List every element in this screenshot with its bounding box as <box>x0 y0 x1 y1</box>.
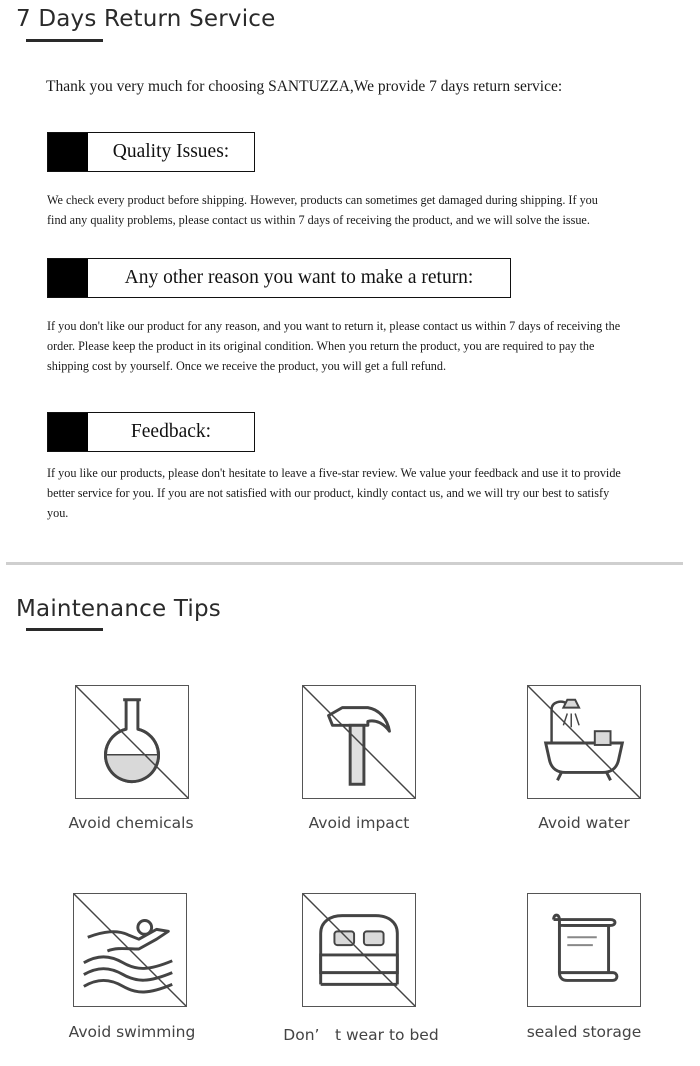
feedback-heading <box>47 412 255 452</box>
return-intro: Thank you very much for choosing SANTUZZA,We provide 7 days return service: <box>46 78 563 95</box>
scroll-icon <box>527 893 641 1007</box>
paragraph-line: find any quality problems, please contact us within 7 days of receiving the product, and we will solve the issue. <box>47 213 590 227</box>
bed-icon <box>302 893 416 1007</box>
bathtub-shower-icon <box>527 685 641 799</box>
return-section-title: 7 Days Return Service <box>16 6 276 32</box>
tip-label-chemicals: Avoid chemicals <box>68 814 194 832</box>
tip-label-swimming: Avoid swimming <box>68 1023 196 1041</box>
tip-label-impact: Avoid impact <box>308 814 410 832</box>
feedback-paragraph <box>47 463 667 523</box>
quality-issues-heading <box>47 132 255 172</box>
other-reason-paragraph <box>47 316 667 376</box>
tip-label-bed: Don’ t wear to bed <box>283 1026 439 1044</box>
flask-icon <box>75 685 189 799</box>
paragraph-line: you. <box>47 506 69 520</box>
heading-marker-block <box>48 133 88 171</box>
return-title-underline <box>26 39 103 42</box>
feedback-label: Feedback: <box>130 421 212 442</box>
section-divider <box>6 562 683 565</box>
swimmer-icon <box>73 893 187 1007</box>
maintenance-section-title: Maintenance Tips <box>16 596 221 622</box>
hammer-icon <box>302 685 416 799</box>
heading-marker-block <box>48 413 88 451</box>
other-reason-heading <box>47 258 511 298</box>
other-reason-label: Any other reason you want to make a return: <box>124 267 474 288</box>
paragraph-line: We check every product before shipping. However, products can sometimes get damaged during shipping. If you <box>47 193 598 207</box>
paragraph-line: If you don't like our product for any reason, and you want to return it, please contact us within 7 days of receiving the <box>47 319 621 333</box>
paragraph-line: If you like our products, please don't hesitate to leave a five-star review. We value your feedback and use it to provide <box>47 466 621 480</box>
quality-issues-label: Quality Issues: <box>112 141 230 162</box>
paragraph-line: order. Please keep the product in its original condition. When you return the product, you are required to pay the <box>47 339 595 353</box>
quality-issues-paragraph <box>47 190 667 230</box>
maintenance-title-underline <box>26 628 103 631</box>
heading-marker-block <box>48 259 88 297</box>
paragraph-line: better service for you. If you are not satisfied with our product, kindly contact us, and we will try our best to satisfy <box>47 486 610 500</box>
paragraph-line: shipping cost by yourself. Once we receive the product, you will get a full refund. <box>47 359 447 373</box>
tip-label-water: Avoid water <box>538 814 630 832</box>
tip-label-storage: sealed storage <box>526 1023 642 1041</box>
